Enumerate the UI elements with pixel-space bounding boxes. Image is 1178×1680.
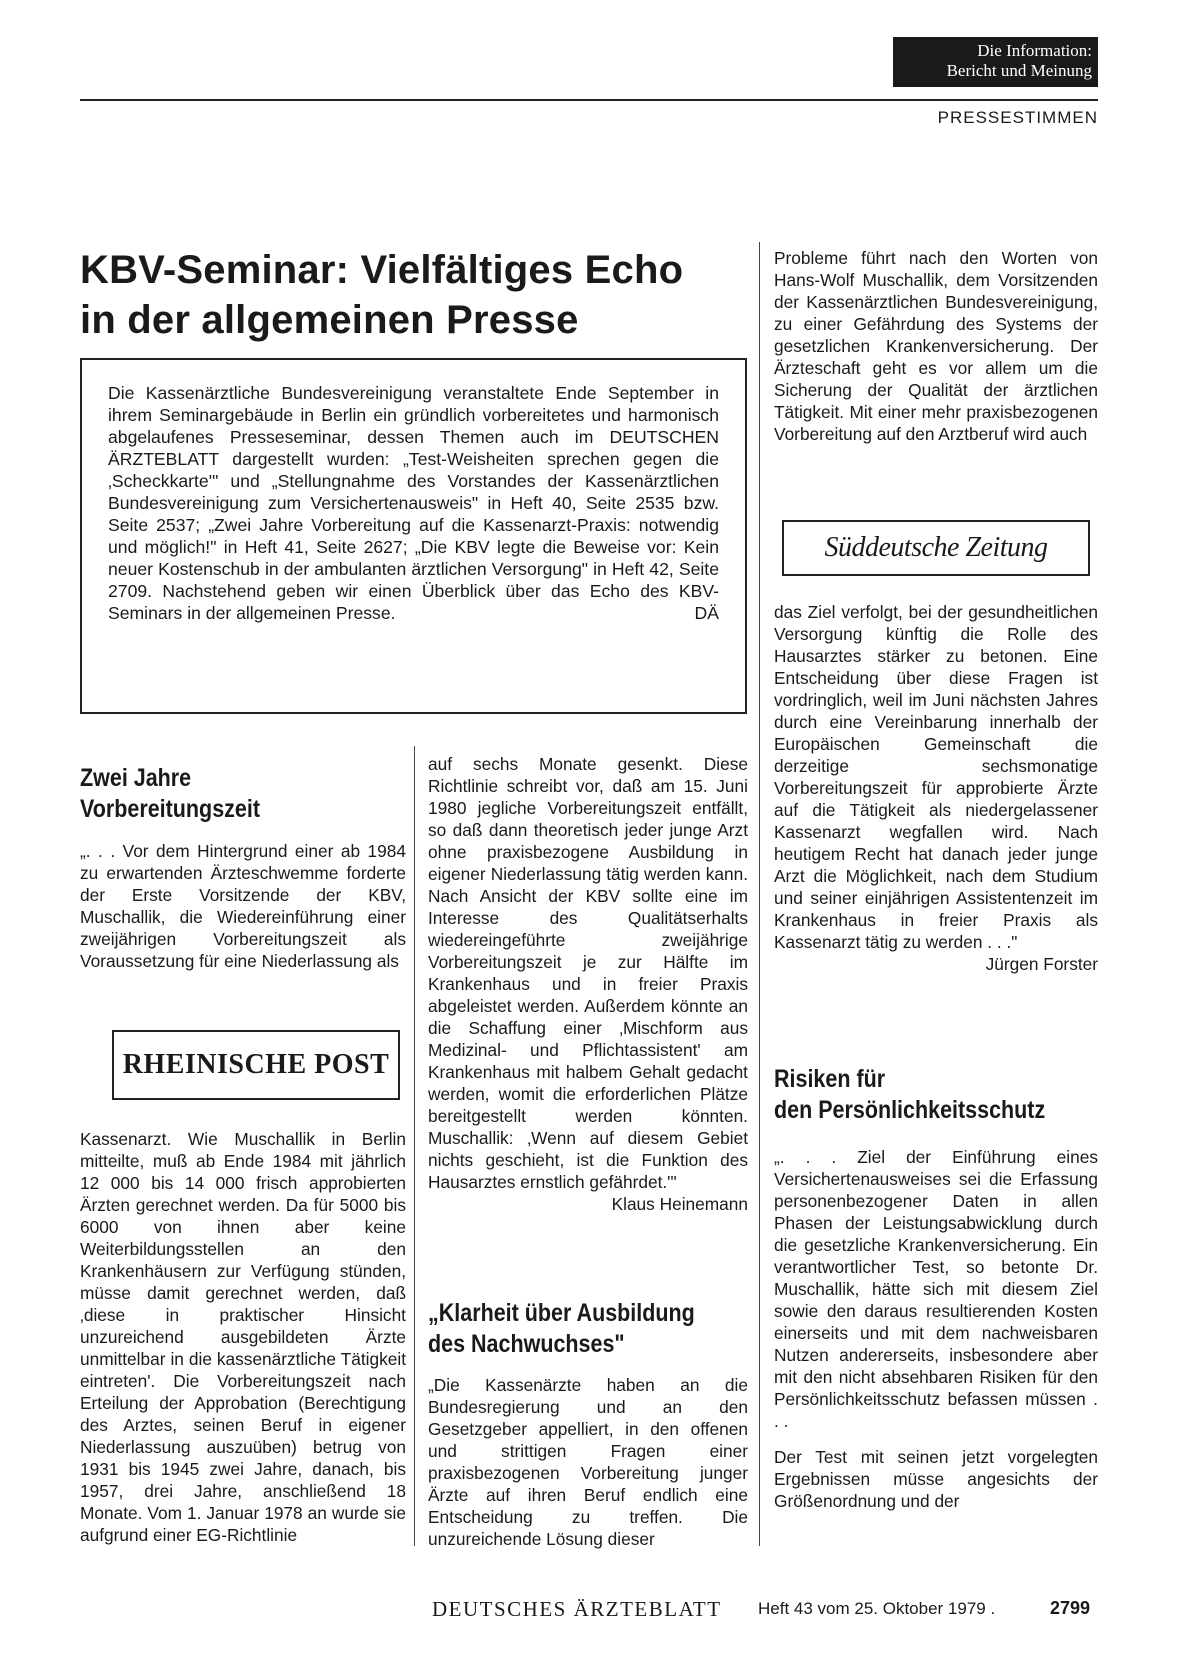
header-rule (80, 99, 1098, 101)
paragraph: „. . . Ziel der Einführung eines Versichertenausweises sei die Erfassung personenbezogener Daten in allen Phasen der Leistungsabwicklung durch die gesetzliche Krankenversicherung. Ein verantwortlicher Test, so betonte Dr. Muschallik, hätte sich mit diesem Ziel sowie den daraus resultierenden Kosten einerseits und mit dem nachweisbaren Nutzen andererseits, insbesondere aber mit den nicht absehbaren Risiken für den Persönlichkeitsschutz befassen müssen . . . (774, 1147, 1098, 1431)
article-title (80, 245, 740, 345)
paragraph: auf sechs Monate gesenkt. Diese Richtlinie schreibt vor, daß am 15. Juni 1980 jegliche Vorbereitungszeit entfällt, so daß dann theoretisch jeder junge Arzt ohne praxisbezogene Ausbildung in eigener Niederlassung tätig werden kann. Nach Ansicht der KBV sollte eine im Interesse des Qualitätserhalts wiedereingeführte zweijährige Vorbereitungszeit je zur Hälfte im Krankenhaus und in freier Praxis abgeleistet werden. Außerdem könnte an die Schaffung einer ‚Mischform aus Medizinal- und Pflichtassistent' am Krankenhaus mit halbem Gehalt gedacht werden, womit die erforderlichen Plätze bereitgestellt werden könnten. Muschallik: ‚Wenn auf diesem Gebiet nichts geschieht, ist die Funktion des Hausarztes ernstlich gefährdet.'" (428, 754, 748, 1192)
intro-box (80, 360, 747, 714)
section-heading-2-line-1: „Klarheit über Ausbildung (428, 1299, 695, 1327)
paragraph: Kassenarzt. Wie Muschallik in Berlin mitteilte, muß ab Ende 1984 mit jährlich 12 000 bis 14 000 frisch approbierten Ärzten gerechnet werden. Da für 5000 bis 6000 von ihnen aber keine Weiterbildungsstellen an den Krankenhäusern zur Verfügung stünden, müsse damit gerechnet werden, daß ‚diese in praktischer Hinsicht unzureichend ausgebildeten Ärzte unmittelbar in die kassenärztliche Tätigkeit eintreten'. Die Vorbereitungszeit nach Erteilung der Approbation (Berechtigung des Arztes, seinen Beruf in eigener Niederlassung auszuüben) betrug von 1931 bis 1945 zwei Jahre, danach, bis 1957, drei Jahre, anschließend 18 Monate. Vom 1. Januar 1978 an wurde sie aufgrund einer EG-Richtlinie (80, 1129, 406, 1545)
column-3-text-bottom (774, 1146, 1098, 1512)
section-label: PRESSESTIMMEN (937, 108, 1098, 127)
column-2-text-bottom (428, 1374, 748, 1550)
column-2-text-top (428, 753, 748, 1215)
column-3-text-top (774, 247, 1098, 445)
paragraph: Der Test mit seinen jetzt vorgelegten Ergebnissen müsse angesichts der Größenordnung und der (774, 1447, 1098, 1511)
rheinische-post-logo-text: RHEINISCHE POST (122, 1049, 390, 1080)
section-badge (893, 37, 1098, 87)
section-heading-2-line-2: des Nachwuchses" (428, 1330, 625, 1358)
sueddeutsche-zeitung-logo-text: Süddeutsche Zeitung (824, 532, 1048, 563)
issue-separator: . (990, 1599, 996, 1618)
section-heading-2 (428, 1298, 758, 1360)
rheinische-post-logo (112, 1030, 400, 1100)
badge-line-1: Die Information: (977, 41, 1092, 60)
section-heading-1 (80, 763, 410, 825)
paragraph: das Ziel verfolgt, bei der gesundheitlichen Versorgung künftig die Rolle des Hausarztes stärker zu betonen. Eine Entscheidung über diese Fragen ist vordringlich, weil im Juni nächsten Jahres durch eine Vereinbarung innerhalb der Europäischen Gemeinschaft die derzeitige sechsmonatige Vorbereitungszeit für approbierte Ärzte auf die Tätigkeit als niedergelassener Kassenarzt wegfallen wird. Nach heutigem Recht hat danach jeder junge Arzt die Möglichkeit, nach dem Studium und seiner einjährigen Assistentenzeit im Krankenhaus in freier Praxis als Kassenarzt tätig zu werden . . ." (774, 602, 1098, 952)
column-rule-2 (759, 242, 760, 1546)
intro-signature: DÄ (694, 603, 719, 623)
section-heading-3-line-1: Risiken für (774, 1065, 886, 1093)
author-klaus-heinemann: Klaus Heinemann (611, 1194, 748, 1214)
badge-line-2: Bericht und Meinung (946, 61, 1092, 80)
column-3-text-middle (774, 601, 1098, 975)
title-line-2: in der allgemeinen Presse (80, 298, 579, 342)
section-heading-1-line-1: Zwei Jahre (80, 764, 192, 792)
column-rule-1 (414, 746, 415, 1546)
author-juergen-forster: Jürgen Forster (985, 954, 1098, 974)
paragraph: Probleme führt nach den Worten von Hans-Wolf Muschallik, dem Vorsitzenden der Kassenärztlichen Bundesvereinigung, zu einer Gefährdung des Systems der gesetzlichen Krankenversicherung. Der Ärzteschaft geht es vor allem um die Sicherung der Qualität der ärztlichen Tätigkeit. Mit einer mehr praxisbezogenen Vorbereitung auf den Arztberuf wird auch (774, 248, 1098, 444)
paragraph: „. . . Vor dem Hintergrund einer ab 1984 zu erwartenden Ärzteschwemme forderte der Erste Vorsitzende der KBV, Muschallik, die Wiedereinführung einer zweijährigen Vorbereitungszeit als Voraussetzung für eine Niederlassung als (80, 841, 406, 971)
journal-name: DEUTSCHES ÄRZTEBLATT (432, 1597, 722, 1621)
title-line-1: KBV-Seminar: Vielfältiges Echo (80, 248, 684, 292)
section-heading-1-line-2: Vorbereitungszeit (80, 795, 260, 823)
section-heading-3-line-2: den Persönlichkeitsschutz (774, 1096, 1046, 1124)
issue-info (758, 1599, 995, 1619)
intro-text: Die Kassenärztliche Bundesvereinigung veranstaltete Ende September in ihrem Seminargebäude in Berlin ein gründlich vorbereitetes und harmonisch abgelaufenes Presseseminar, dessen Themen auch im DEUTSCHEN ÄRZTEBLATT dargestellt wurden: „Test-Weisheiten sprechen gegen die ‚Scheckkarte'" und „Stellungnahme des Vorstandes der Kassenärztlichen Bundesvereinigung zum Versichertenausweis" in Heft 40, Seite 2535 bzw. Seite 2537; „Zwei Jahre Vorbereitung auf die Kassenarzt-Praxis: notwendig und möglich!" in Heft 41, Seite 2627; „Die KBV legte die Beweise vor: Kein neuer Kostenschub in der ambulanten ärztlichen Versorgung" in Heft 42, Seite 2709. Nachstehend geben wir einen Überblick über das Echo des KBV-Seminars in der allgemeinen Presse. (108, 383, 719, 623)
column-1-text-top (80, 840, 406, 972)
column-1-text-bottom (80, 1128, 406, 1546)
sueddeutsche-zeitung-logo (782, 520, 1090, 576)
issue-text: Heft 43 vom 25. Oktober 1979 (758, 1599, 986, 1618)
paragraph: „Die Kassenärzte haben an die Bundesregierung und an den Gesetzgeber appelliert, in den offenen und strittigen Fragen einer praxisbezogenen Vorbereitung junger Ärzte auf ihren Beruf endlich eine Entscheidung zu treffen. Die unzureichende Lösung dieser (428, 1375, 748, 1549)
section-heading-3 (774, 1064, 1104, 1126)
page-number: 2799 (1050, 1598, 1091, 1618)
